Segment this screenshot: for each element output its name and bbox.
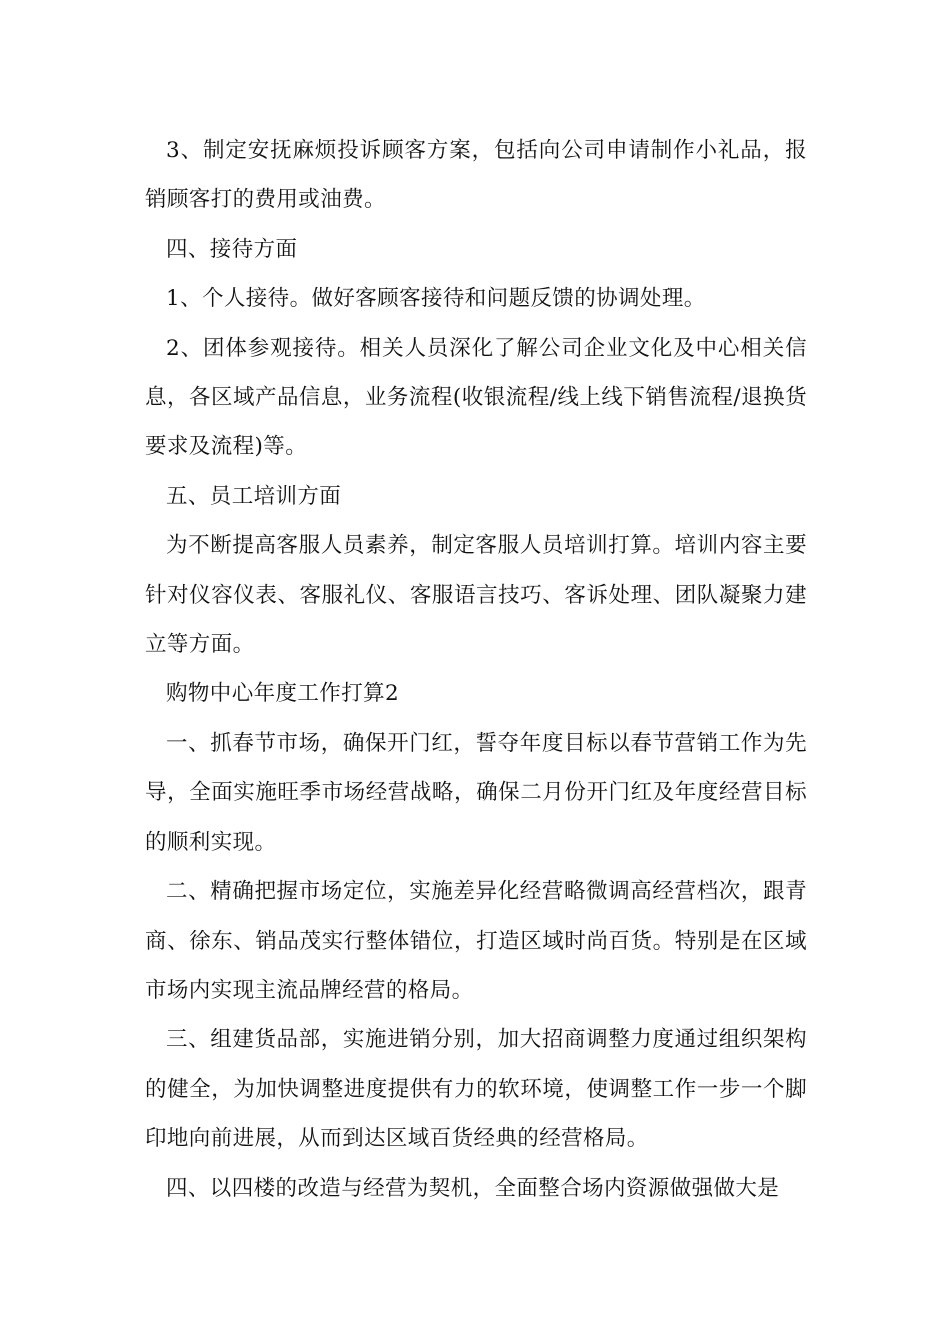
document-section-title: 购物中心年度工作打算2	[166, 681, 400, 707]
paragraph-fourth-floor: 四、以四楼的改造与经营为契机，全面整合场内资源做强做大是	[166, 1175, 780, 1201]
paragraph-training-plan: 为不断提高客服人员素养，制定客服人员培训打算。培训内容主要针对仪容仪表、客服礼仪、客服语言技巧、客诉处理、团队凝聚力建立等方面。	[145, 533, 807, 658]
paragraph-group-reception: 2、团体参观接待。相关人员深化了解公司企业文化及中心相关信息，各区域产品信息，业务流程(收银流程/线上线下销售流程/退换货要求及流程)等。	[145, 335, 807, 460]
paragraph-spring-festival: 一、抓春节市场，确保开门红，誓夺年度目标以春节营销工作为先导，全面实施旺季市场经营战略，确保二月份开门红及年度经营目标的顺利实现。	[145, 730, 807, 855]
paragraph-gift-plan: 3、制定安抚麻烦投诉顾客方案，包括向公司申请制作小礼品，报销顾客打的费用或油费。	[145, 138, 807, 213]
section-heading-training: 五、员工培训方面	[166, 483, 342, 509]
paragraph-merchandise-department: 三、组建货品部，实施进销分别，加大招商调整力度通过组织架构的健全，为加快调整进度提供有力的软环境，使调整工作一步一个脚印地向前进展，从而到达区域百货经典的经营格局。	[145, 1027, 807, 1152]
section-heading-reception: 四、接待方面	[166, 236, 298, 262]
document-body	[145, 126, 807, 1213]
paragraph-market-positioning: 二、精确把握市场定位，实施差异化经营略微调高经营档次，跟青商、徐东、销品茂实行整体错位，打造区域时尚百货。特别是在区域市场内实现主流品牌经营的格局。	[145, 879, 807, 1003]
paragraph-individual-reception: 1、个人接待。做好客顾客接待和问题反馈的协调处理。	[166, 286, 706, 312]
